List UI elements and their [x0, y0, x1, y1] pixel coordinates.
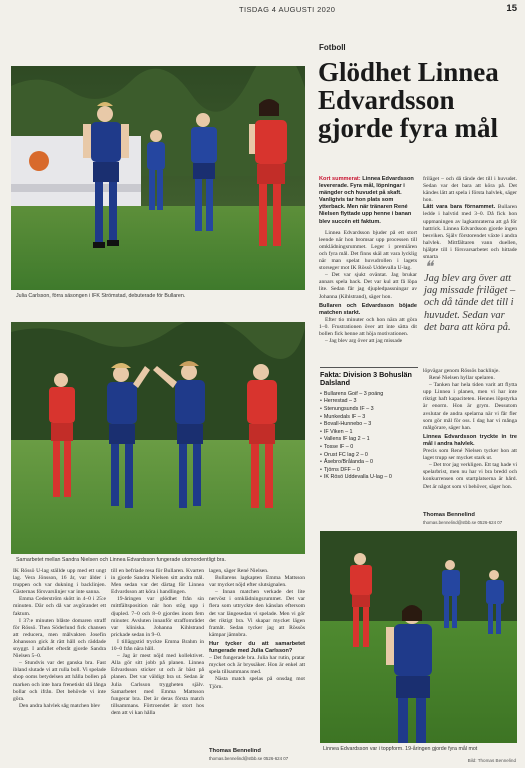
- bottom-photo-caption: Linnea Edvardsson var i toppform. 19-åringen gjorde fyra mål mot: [323, 746, 478, 752]
- standings-item: • Bullarens Goif – 3 poäng: [320, 391, 418, 399]
- body-paragraph: Bullarens lagkapten Emma Mattsson var mycket nöjd efter slutsignalen.: [209, 575, 305, 589]
- body-paragraph: – Innan matchen verkade det lite nervöst i omklädningsrummet. Det var flera som uttryckte den känslan eftersom det var längesedan vi spelade. Men vi gör det riktigt bra. Vi skapar mycket lägen framåt. Sedan tycker jag att Rössös kämpar jämnbra.: [209, 589, 305, 638]
- pull-quote: [424, 259, 516, 334]
- body-paragraph: – Jag blev arg över att jag missade: [325, 338, 403, 345]
- body-paragraph: – Det fungerade bra. Julia har rutin, pratar mycket och är bryssäker. Hon är enkel att spela tillsammans med.: [209, 655, 305, 676]
- article-column-3: [13, 568, 106, 764]
- body-paragraph: löpvägar genom Rössös backlinje.: [423, 368, 500, 374]
- byline-email: thomas.bennelind@stbb.se 0526-624 07: [209, 756, 289, 761]
- subhead: Hur tycker du att samarbetet fungerade med Julia Carlsson?: [209, 640, 305, 655]
- standings-item: • Tosse IF – 0: [320, 444, 418, 452]
- body-paragraph: Precis som René Nielsen tycker hon att laget trupp ser mycket stark ut.: [423, 448, 517, 462]
- subhead: Lätt vara bara förnammet.: [423, 204, 496, 211]
- body-paragraph: René Nielsen hyllar spelaren.: [429, 375, 495, 382]
- top-photo: [11, 66, 305, 290]
- standings-item: • Åsebro/Brålanda – 0: [320, 459, 418, 467]
- body-paragraph: – Det tror jag verkligen. Ett tag hade vi spelarbrist, men nu har vi bra bredd och konkurrensen om startplatserna är hård. Det är något som vi behöver, säger hon.: [423, 462, 517, 490]
- quote-mark-icon: ❝: [424, 259, 433, 276]
- article-headline: Glödhet Linnea Edvardsson gjorde fyra mål: [318, 57, 499, 143]
- middle-photo: [11, 322, 305, 554]
- bottom-photo: [320, 531, 517, 743]
- standings-item: • IF Viken – 1: [320, 429, 418, 437]
- byline-email: thomas.bennelind@stbb.se 0526-624 07: [423, 520, 503, 525]
- subhead: Linnea Edvardsson tryckte in tre mål i andra halvlek.: [423, 433, 517, 447]
- standings-item: • Stenungsunds IF – 3: [320, 406, 418, 414]
- article-column-4: [111, 568, 204, 764]
- standings-item: • Bovall-Hunnebo – 3: [320, 421, 418, 429]
- article-column-1: [319, 176, 417, 366]
- body-paragraph: Den andra halvlek såg matchen blev: [19, 702, 101, 709]
- article-column-2-top: [423, 176, 517, 262]
- body-paragraph: I tilläggstid tryckte Emma Brahm in 10–0 från nära håll.: [111, 638, 204, 653]
- article-column-5: [209, 568, 305, 746]
- standings-item: • Munkedals IF – 3: [320, 414, 418, 422]
- subhead: Bullaren och Edvardsson böjade matchen starkt.: [319, 302, 417, 316]
- fact-box-title: Fakta: Division 3 Bohuslän Dalsland: [320, 370, 412, 388]
- middle-photo-caption: Samarbetet mellan Sandra Nielsen och Linnea Edvardsson fungerade utomordentligt bra.: [16, 557, 226, 563]
- body-paragraph: Nästa match spelas på onsdag mot Tjörn.: [209, 676, 305, 690]
- standings-item: • Tjörns DFF – 0: [320, 467, 418, 475]
- section-label: Fotboll: [319, 43, 346, 52]
- fact-box: [320, 367, 418, 525]
- photo-credit: Bild: Thomas Bennelind: [467, 758, 516, 763]
- body-paragraph: Linnea Edvardsson bjuder på ett stort leende när hon bromsar upp processen till omklädningsrummet. Leger i premiären och fyra mål. Det finns skäl att vara lycklig när man spelat huvudrollen i lagets storseger mot IK Rössö Uddevalla U-lag.: [319, 229, 417, 272]
- page-number: 15: [506, 3, 517, 14]
- body-paragraph: Bullaren ledde i halvtid med 3–0. Då fick hon uppmaningen av lagkamraterna att gå för hattrick. Linnea Edvardsson gjorde ingen besviken. Själv förstorendet växte i andra halvlek. Mittfältaren vann duellen, hjälpte till i försvarsarbetet och hittade smarta: [423, 204, 517, 261]
- body-paragraph: Emma Cederström skött in 4–0 i 25:e minuten. Där och då var avgörandet ett faktum.: [13, 596, 106, 617]
- standings-item: • Orust FC lag 2 – 0: [320, 452, 418, 460]
- body-paragraph: lagen, säger René Nielsen.: [209, 568, 269, 574]
- article-lead: [319, 176, 417, 226]
- standings-item: • IK Rösö Uddevalla U-lag – 0: [320, 474, 418, 482]
- body-paragraph: I 37:e minuten blåste domaren straff för Rössö. Thea Söderlund fick chansen att reducera, men målvakten Josefin Johansson gick åt rätt håll och räddade snyggt. I anfallet efteråt gjorde Sandra Nielsen 5–0.: [13, 617, 106, 660]
- body-paragraph: till en befriade resa för Bullaren. Kvarten in gjorde Sandra Nielsen sitt andra mål. Men sedan var det därtag för Linnea Edvardsson att köra i handlingen.: [111, 568, 204, 596]
- body-paragraph: IK Rössö U-lag ställde upp med ett ungt lag. Vera Jönsson, 16 år, var ålder i truppen och var dukning i backlinjen. Gästernas försvarslinjer var inte sanna.: [13, 568, 106, 596]
- page-header: [14, 4, 517, 18]
- body-paragraph: – Det var sjukt oväntat. Jag brukar annars spela back. Det var kul att få löpa lite. Sedan får jag djupledpassningar av Johanna (Kihlstrand), säger hon.: [319, 272, 417, 300]
- standings-item: • Herrestad – 3: [320, 398, 418, 406]
- article-column-2-bottom: [423, 368, 517, 508]
- body-paragraph: Efter tio minuter och hon nära att göra 1–0. Frustrationen över att inte sätta dit bollen fick henne att höja motivationen.: [319, 316, 417, 337]
- top-photo-caption: Julia Carlsson, förra säsongen i IFK Strömstad, debuterade för Bullaren.: [16, 293, 186, 299]
- body-paragraph: friläget – och då tände det till i huvudet. Sedan var det bara att köra på. Det kändes lätt att spela i första halvlek, säger hon.: [423, 176, 517, 204]
- byline-name: Thomas Bennelind: [209, 748, 261, 754]
- body-paragraph: – Jag är mest nöjd med kollektivet. Alla gör sitt jobb på planen. Linnea Edvardsson sticker ut och är bäst på planen. Det var väldigt bra ut. Sedan är Julia Carlsson tryggheten själv. Samarbetet med Emma Mattsson fungerar bra. Det är deras första match tillsammans. Förtroendet är stort hos dem att vi kan hålla: [111, 653, 204, 716]
- byline-name: Thomas Bennelind: [423, 512, 475, 518]
- standings-list: [320, 391, 418, 482]
- standings-item: • Vallens IF lag 2 – 1: [320, 436, 418, 444]
- body-paragraph: 19-åringen var glödhet från sin mittfältsposition när hon stög upp i djupled. 7–0 och 8–0 gjordes inom fem minuter. Avsluten innanför straffområdet var kliniska. Johanna Kihlstrand prickade sedan in 9–0.: [111, 596, 204, 638]
- pull-quote-text: Jag blev arg över att jag missade friläget – och då tände det till i huvudet. Sedan var det bara att köra på.: [424, 273, 516, 333]
- issue-date: TISDAG 4 AUGUSTI 2020: [239, 5, 336, 14]
- body-paragraph: – Stundvis var det ganska bra. Fast ibland slutade vi att rulla boll. Vi spelade shop ooms betydelsen att hålla bollen på marken och inte bara frenetiskt slå långa bollar och ifrån. Det behövde vi inte göra.: [13, 660, 106, 702]
- lead-text: Linnea Edvardsson levererade. Fyra mål, löpningar i mängder och huvudet på skaft. Vanligtvis tar hon plats som ytterback. Men när tränaren René Nielsen flyttade upp henne i banan blev succén ett faktum.: [319, 176, 414, 225]
- body-paragraph: – Tanken har hela tiden varit att flytta upp Linnea i planen, men vi har inte riktigt haft kapaciteten. Hennes löpstyrka är enorm. Hon är grym. Dessutom avslutar de andra spelarna när vi får fler som gör mål för oss. I dag har vi många målgörare, säger han.: [423, 382, 517, 431]
- lead-label: Kort summerat:: [319, 176, 361, 182]
